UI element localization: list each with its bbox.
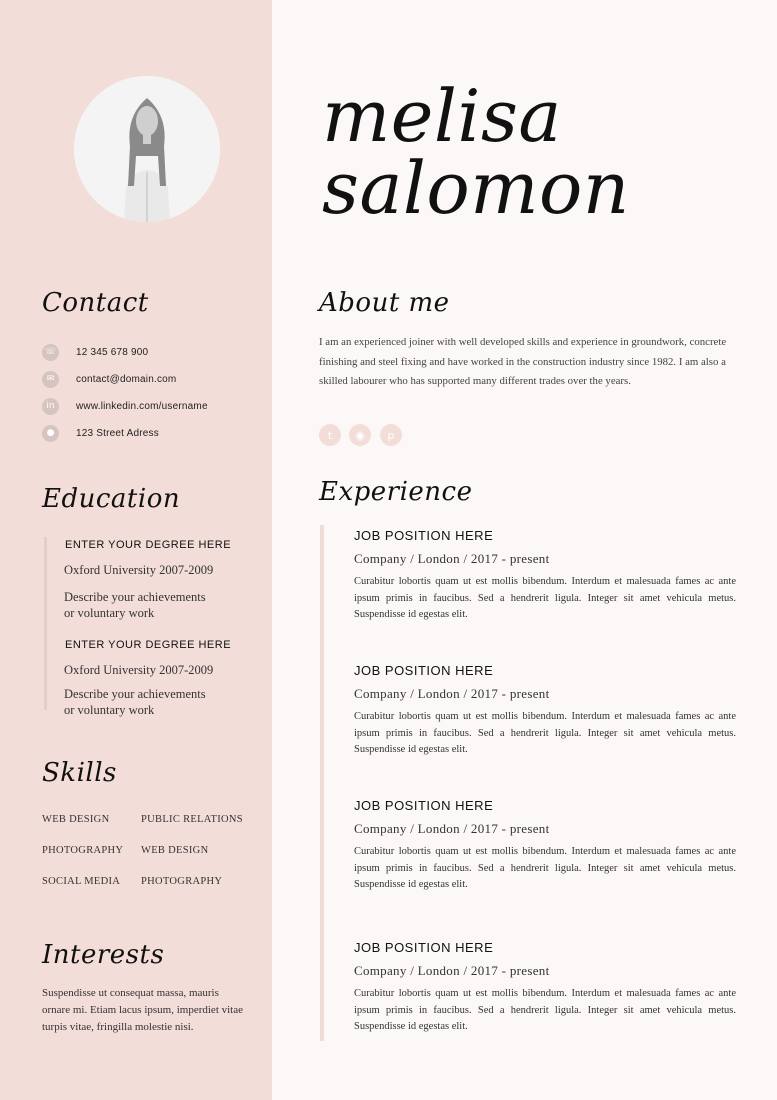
education-desc-line: Describe your achievements [64,687,206,701]
pinterest-icon[interactable]: p [380,424,402,446]
education-divider [44,537,47,710]
education-description [64,589,244,621]
job-title: JOB POSITION HERE [354,940,494,955]
education-degree: ENTER YOUR DEGREE HERE [65,639,232,651]
instagram-icon[interactable]: ◉ [349,424,371,446]
experience-title: Experience [319,477,473,507]
address-text: 123 Street Adress [76,427,159,439]
profile-photo [74,76,220,222]
education-description [64,686,244,718]
education-title: Education [42,484,181,514]
contact-phone [42,343,148,361]
linkedin-icon: in [42,398,59,415]
first-name: melisa [322,74,562,158]
person-silhouette-icon [74,76,220,222]
education-desc-line: or voluntary work [64,703,155,717]
job-title: JOB POSITION HERE [354,528,494,543]
skill-item: PUBLIC RELATIONS [141,814,243,825]
contact-linkedin[interactable] [42,397,208,415]
twitter-icon[interactable]: t [319,424,341,446]
contact-title: Contact [42,288,149,318]
location-icon: ● [42,425,59,442]
interests-title: Interests [42,940,165,970]
about-title: About me [319,288,450,318]
skill-item: PHOTOGRAPHY [141,876,223,887]
education-school: Oxford University 2007-2009 [64,663,214,677]
job-title: JOB POSITION HERE [354,663,494,678]
contact-email[interactable] [42,370,176,388]
contact-address [42,424,159,442]
phone-text: 12 345 678 900 [76,346,149,358]
last-name: salomon [322,146,630,230]
interests-text: Suspendisse ut consequat massa, mauris ornare mi. Etiam lacus ipsum, imperdiet vitae turpis vitae, fringilla molestie nisi. [42,987,243,1033]
experience-divider [320,525,324,1041]
experience-entry [354,940,736,1036]
skill-item: WEB DESIGN [141,845,209,856]
linkedin-text[interactable]: www.linkedin.com/username [76,400,208,412]
education-school: Oxford University 2007-2009 [64,563,214,577]
phone-icon: ☏ [42,344,59,361]
email-text[interactable]: contact@domain.com [76,373,177,385]
job-company: Company / London / 2017 - present [354,551,550,566]
job-description: Curabitur lobortis quam ut est mollis bibendum. Interdum et malesuada fames ac ante ipsum primis in faucibus. Sed a hendrerit ligula. Integer sit amet vehicula metus. Suspendisse id egestas elit. [354,576,736,620]
job-company: Company / London / 2017 - present [354,686,550,701]
job-description: Curabitur lobortis quam ut est mollis bibendum. Interdum et malesuada fames ac ante ipsum primis in faucibus. Sed a hendrerit ligula. Integer sit amet vehicula metus. Suspendisse id egestas elit. [354,988,736,1032]
skills-title: Skills [42,758,117,788]
about-text: I am an experienced joiner with well developed skills and experience in groundwork, concrete finishing and steel fixing and have worked in the construction industry since 1982. I am also a skilled labourer who has supported many different trades over the years. [319,336,727,387]
education-desc-line: or voluntary work [64,606,155,620]
education-degree: ENTER YOUR DEGREE HERE [65,539,232,551]
experience-entry [354,528,736,624]
email-icon: ✉ [42,371,59,388]
job-company: Company / London / 2017 - present [354,821,550,836]
job-description: Curabitur lobortis quam ut est mollis bibendum. Interdum et malesuada fames ac ante ipsum primis in faucibus. Sed a hendrerit ligula. Integer sit amet vehicula metus. Suspendisse id egestas elit. [354,711,736,755]
skill-item: WEB DESIGN [42,814,110,825]
job-company: Company / London / 2017 - present [354,963,550,978]
job-title: JOB POSITION HERE [354,798,494,813]
skill-item: SOCIAL MEDIA [42,876,121,887]
experience-entry [354,663,736,759]
education-desc-line: Describe your achievements [64,590,206,604]
job-description: Curabitur lobortis quam ut est mollis bibendum. Interdum et malesuada fames ac ante ipsum primis in faucibus. Sed a hendrerit ligula. Integer sit amet vehicula metus. Suspendisse id egestas elit. [354,846,736,890]
experience-entry [354,798,736,894]
skill-item: PHOTOGRAPHY [42,845,124,856]
